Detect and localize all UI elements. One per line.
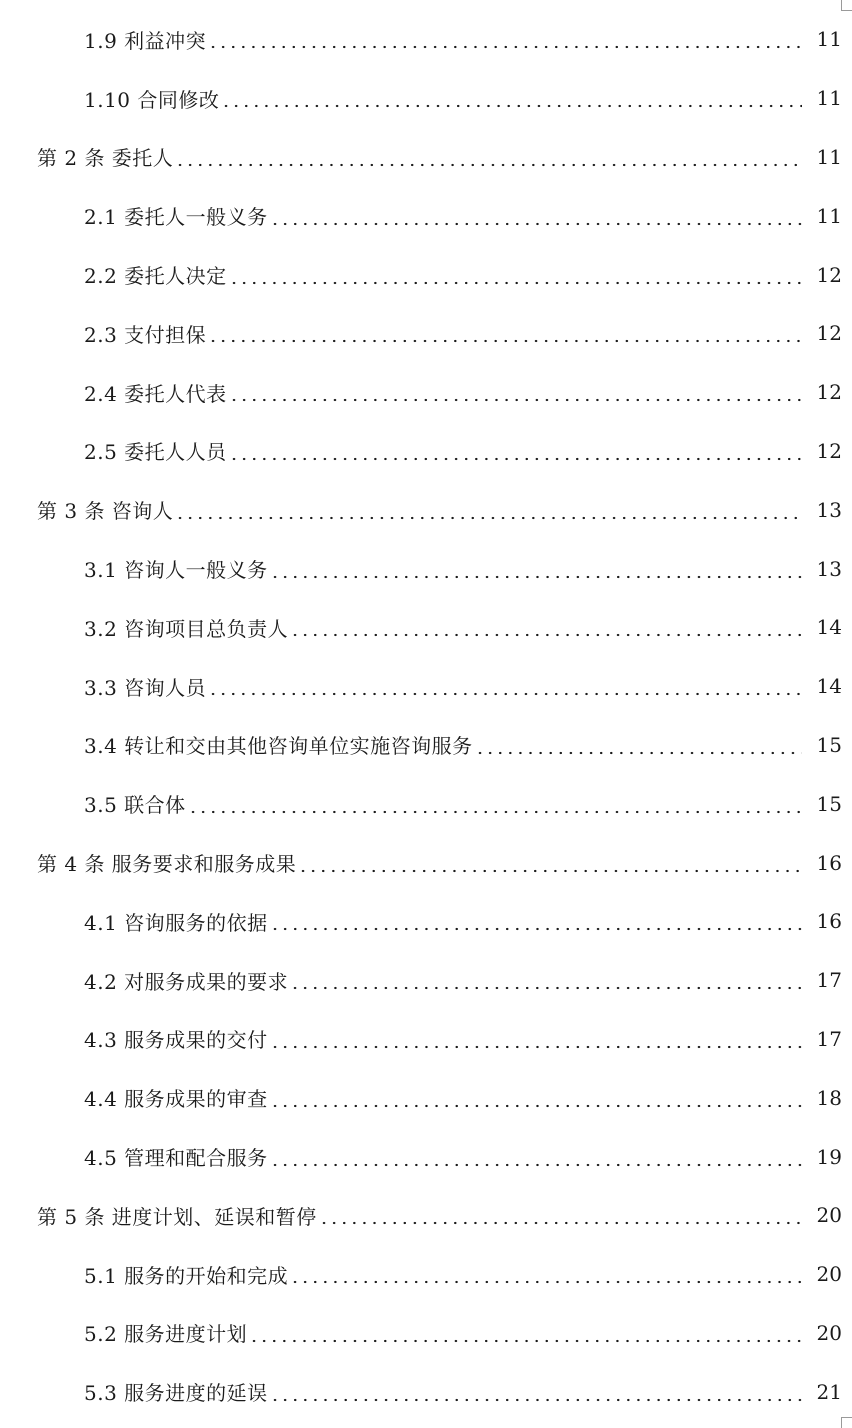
toc-page-number: 20	[816, 1203, 842, 1228]
toc-dot-leader	[221, 88, 802, 108]
toc-dot-leader	[208, 29, 802, 49]
toc-dot-leader	[229, 441, 802, 461]
toc-dot-leader	[229, 265, 802, 285]
toc-entry-title: 4.1 咨询服务的依据	[84, 910, 268, 935]
toc-section-entry[interactable]	[0, 1068, 852, 1127]
toc-dot-leader	[270, 206, 802, 226]
toc-section-entry[interactable]	[0, 1245, 852, 1304]
toc-dot-leader	[229, 382, 802, 402]
toc-page-number: 15	[816, 791, 842, 816]
toc-page-number: 11	[816, 86, 842, 111]
toc-section-entry[interactable]	[0, 1304, 852, 1363]
toc-section-entry[interactable]	[0, 716, 852, 775]
toc-page-number: 17	[816, 1026, 842, 1051]
toc-page-number: 21	[816, 1379, 842, 1404]
toc-entry-title: 2.1 委托人一般义务	[84, 205, 268, 230]
toc-chapter-entry[interactable]	[0, 480, 852, 539]
toc-dot-leader	[249, 1323, 802, 1343]
toc-page-number: 14	[816, 615, 842, 640]
page-corner-mark-bottom	[841, 1417, 852, 1428]
toc-page-number: 15	[816, 732, 842, 757]
toc-entry-title: 4.3 服务成果的交付	[84, 1028, 268, 1053]
toc-page-number: 11	[816, 144, 842, 169]
toc-dot-leader	[175, 500, 802, 520]
toc-section-entry[interactable]	[0, 774, 852, 833]
toc-page-number: 20	[816, 1262, 842, 1287]
toc-entry-title: 4.5 管理和配合服务	[84, 1146, 268, 1171]
toc-entry-title: 1.9 利益冲突	[84, 28, 207, 53]
toc-entry-title: 5.2 服务进度计划	[84, 1322, 248, 1347]
toc-page-number: 13	[816, 497, 842, 522]
toc-section-entry[interactable]	[0, 186, 852, 245]
toc-dot-leader	[270, 1382, 802, 1402]
toc-page-number: 11	[816, 203, 842, 228]
toc-dot-leader	[208, 323, 802, 343]
toc-page-number: 11	[816, 27, 842, 52]
toc-page-number: 12	[816, 262, 842, 287]
toc-dot-leader	[270, 911, 802, 931]
toc-dot-leader	[290, 1264, 802, 1284]
toc-entry-title: 4.2 对服务成果的要求	[84, 969, 289, 994]
toc-section-entry[interactable]	[0, 657, 852, 716]
toc-dot-leader	[270, 559, 802, 579]
toc-section-entry[interactable]	[0, 422, 852, 481]
toc-dot-leader	[298, 853, 802, 873]
toc-chapter-entry[interactable]	[0, 128, 852, 187]
toc-entry-title: 2.4 委托人代表	[84, 381, 227, 406]
toc-page-number: 16	[816, 850, 842, 875]
toc-entry-title: 第 3 条 咨询人	[37, 499, 174, 524]
toc-section-entry[interactable]	[0, 363, 852, 422]
toc-entry-title: 2.2 委托人决定	[84, 264, 227, 289]
toc-page-number: 12	[816, 321, 842, 346]
toc-entry-title: 第 2 条 委托人	[37, 146, 174, 171]
toc-dot-leader	[270, 1088, 802, 1108]
toc-entry-title: 3.1 咨询人一般义务	[84, 558, 268, 583]
toc-page-number: 18	[816, 1085, 842, 1110]
toc-entry-title: 3.4 转让和交由其他咨询单位实施咨询服务	[84, 734, 473, 759]
toc-entry-title: 第 5 条 进度计划、延误和暂停	[37, 1204, 317, 1229]
toc-page-number: 16	[816, 909, 842, 934]
toc-entry-title: 2.3 支付担保	[84, 322, 207, 347]
toc-page-number: 17	[816, 968, 842, 993]
toc-section-entry[interactable]	[0, 10, 852, 69]
toc-chapter-entry[interactable]	[0, 1186, 852, 1245]
toc-dot-leader	[188, 794, 802, 814]
toc-page-number: 14	[816, 674, 842, 699]
toc-entry-title: 1.10 合同修改	[84, 87, 220, 112]
toc-dot-leader	[270, 1147, 802, 1167]
toc-entry-title: 5.3 服务进度的延误	[84, 1381, 268, 1406]
toc-dot-leader	[270, 1029, 802, 1049]
toc-page-number: 20	[816, 1320, 842, 1345]
toc-section-entry[interactable]	[0, 1362, 852, 1421]
toc-entry-title: 2.5 委托人人员	[84, 440, 227, 465]
toc-section-entry[interactable]	[0, 598, 852, 657]
toc-section-entry[interactable]	[0, 69, 852, 128]
toc-page-number: 12	[816, 438, 842, 463]
toc-dot-leader	[175, 147, 802, 167]
toc-section-entry[interactable]	[0, 892, 852, 951]
toc-dot-leader	[290, 970, 802, 990]
toc-entry-title: 3.3 咨询人员	[84, 675, 207, 700]
table-of-contents	[0, 10, 852, 1421]
toc-section-entry[interactable]	[0, 304, 852, 363]
toc-page-number: 13	[816, 556, 842, 581]
toc-entry-title: 3.2 咨询项目总负责人	[84, 616, 289, 641]
toc-section-entry[interactable]	[0, 1127, 852, 1186]
toc-dot-leader	[208, 676, 802, 696]
toc-section-entry[interactable]	[0, 539, 852, 598]
toc-page-number: 19	[816, 1144, 842, 1169]
toc-entry-title: 3.5 联合体	[84, 793, 186, 818]
toc-section-entry[interactable]	[0, 245, 852, 304]
toc-section-entry[interactable]	[0, 951, 852, 1010]
toc-chapter-entry[interactable]	[0, 833, 852, 892]
toc-entry-title: 4.4 服务成果的审查	[84, 1087, 268, 1112]
toc-section-entry[interactable]	[0, 1010, 852, 1069]
toc-page-number: 12	[816, 380, 842, 405]
toc-dot-leader	[290, 617, 802, 637]
toc-dot-leader	[475, 735, 802, 755]
toc-dot-leader	[319, 1205, 802, 1225]
toc-entry-title: 第 4 条 服务要求和服务成果	[37, 852, 297, 877]
toc-entry-title: 5.1 服务的开始和完成	[84, 1263, 289, 1288]
